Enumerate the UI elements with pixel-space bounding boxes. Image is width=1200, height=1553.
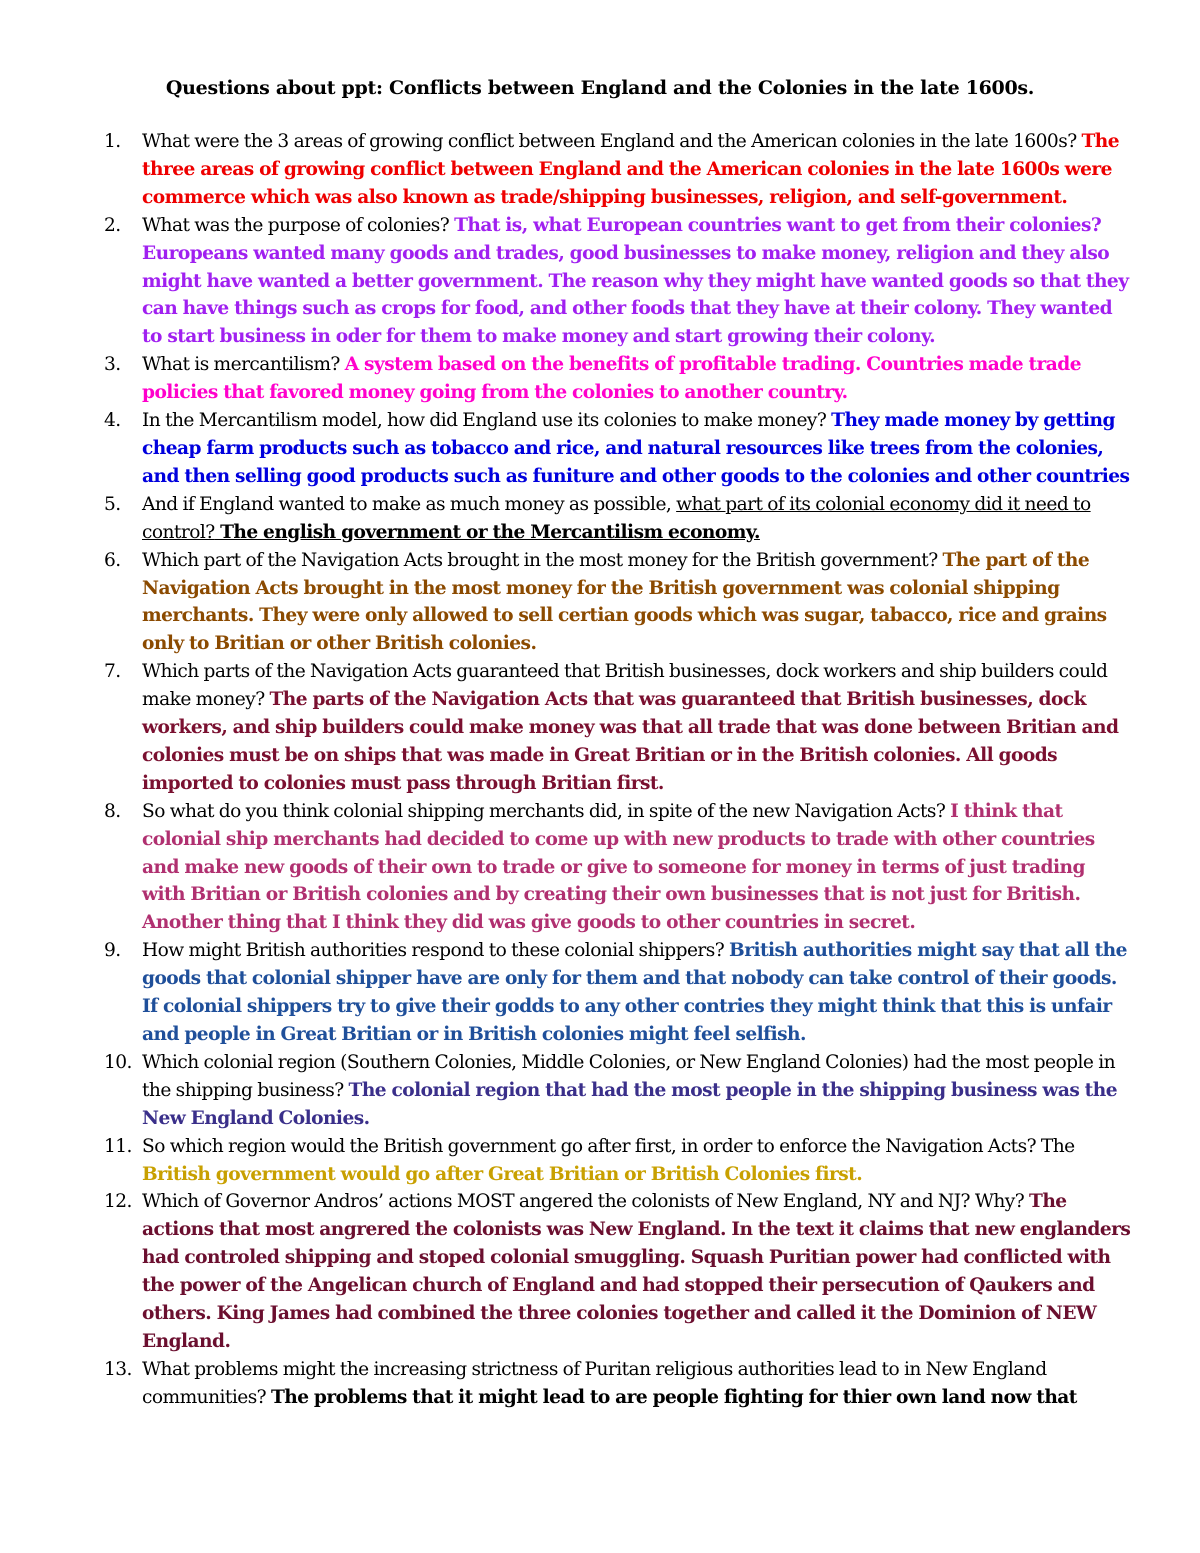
answer-text: They made money by getting cheap farm products such as tobacco and rice, and natural resources like trees from the colonies, and then selling good products such as funiture and other goods to the colonies and other countries: [142, 410, 1130, 487]
question-item-9: [0, 937, 1132, 1049]
question-text: What problems might the increasing strictness of Puritan religious authorities lead to in New England communities?: [142, 1358, 1047, 1408]
question-number: 8.: [104, 800, 121, 822]
answer-text: The colonial region that had the most people in the shipping business was the New England Colonies.: [142, 1079, 1117, 1129]
answer-text: I think that colonial ship merchants had decided to come up with new products to trade with other countries and make new goods of their own to trade or give to someone for money in terms of just trading with Britian or British colonies and by creating their own businesses that is not just for British. Another thing that I think they did was give goods to other countries in secret.: [142, 800, 1095, 934]
question-text: What were the 3 areas of growing conflict between England and the American colonies in the late 1600s?: [142, 131, 1082, 152]
question-item-2: [0, 212, 1132, 352]
answer-text: The actions that most angrered the colonists was New England. In the text it claims that new englanders had controled shipping and stoped colonial smuggling. Squash Puritian power had conflicted with the power of the Angelican church of England and had stopped their persecution of Qaukers and others. King James had combined the three colonies together and called it the Dominion of NEW England.: [142, 1191, 1131, 1352]
question-item-10: [0, 1049, 1132, 1133]
question-number: 13.: [104, 1358, 132, 1380]
answer-text: The part of the Navigation Acts brought in the most money for the British government was colonial shipping merchants. They were only allowed to sell certian goods which was sugar, tabacco, rice and grains only to Britian or other British colonies.: [142, 549, 1107, 655]
question-text: So what do you think colonial shipping merchants did, in spite of the new Navigation Acts?: [142, 800, 951, 822]
question-item-12: [0, 1188, 1132, 1355]
question-item-8: [0, 798, 1132, 938]
answer-text: That is, what European countries want to get from their colonies? Europeans wanted many goods and trades, good businesses to make money, religion and they also might have wanted a better government. The reason why they might have wanted goods so that they can have things such as crops for food, and other foods that they have at their colony. They wanted to start business in oder for them to make money and start growing their colony.: [142, 214, 1129, 348]
answer-text: A system based on the benefits of profitable trading. Countries made trade policies that favored money going from the colonies to another country.: [142, 354, 1081, 404]
question-item-7: [0, 658, 1132, 798]
question-text: So which region would the British government go after first, in order to enforce the Navigation Acts? The: [142, 1135, 1075, 1157]
question-number: 1.: [104, 131, 121, 152]
question-item-13: [0, 1356, 1132, 1412]
question-text: What is mercantilism?: [142, 354, 345, 376]
question-number: 2.: [104, 214, 121, 236]
question-number: 3.: [104, 354, 121, 376]
question-text: How might British authorities respond to these colonial shippers?: [142, 940, 730, 962]
question-item-4: [0, 407, 1132, 491]
answer-text: British government would go after Great Britian or British Colonies first.: [142, 1163, 863, 1185]
question-number: 5.: [104, 493, 121, 515]
question-text: Which colonial region (Southern Colonies, Middle Colonies, or New England Colonies) had the most people in the shipping business?: [142, 1051, 1116, 1101]
question-number: 9.: [104, 940, 121, 962]
answer-text: The parts of the Navigation Acts that was guaranteed that British businesses, dock workers, and ship builders could make money was that all trade that was done between Britian and colonies must be on ships that was made in Great Britian or in the British colonies. All goods imported to colonies must pass through Britian first.: [142, 689, 1119, 794]
question-item-11: [0, 1133, 1132, 1189]
question-number: 11.: [104, 1135, 132, 1157]
answer-text: The three areas of growing conflict between England and the American colonies in the late 1600s were commerce which was also known as trade/shipping businesses, religion, and self-government.: [142, 131, 1120, 208]
question-item-5: [0, 491, 1132, 547]
page-title: Questions about ppt: Conflicts between England and the Colonies in the late 1600s.: [165, 77, 1035, 99]
question-text: Which parts of the Navigation Acts guaranteed that British businesses, dock workers and ship builders could make money?: [142, 661, 1108, 711]
question-text-underlined: what part of its colonial economy did it need to control?: [142, 493, 1091, 543]
answer-text: The english government or the Mercantilism economy.: [214, 521, 760, 543]
question-item-1: [0, 128, 1132, 212]
question-item-6: [0, 547, 1132, 659]
answer-text: British authorities might say that all the goods that colonial shipper have are only for them and that nobody can take control of their goods. If colonial shippers try to give their godds to any other contries they might think that this is unfair and people in Great Britian or in British colonies might feel selfish.: [142, 940, 1127, 1045]
question-list: [0, 128, 1132, 1412]
question-text: And if England wanted to make as much money as possible,: [142, 493, 677, 515]
answer-text: The problems that it might lead to are people fighting for thier own land now that: [270, 1386, 1077, 1408]
question-text: Which of Governor Andros’ actions MOST angered the colonists of New England, NY and NJ? Why?: [142, 1191, 1030, 1213]
question-item-3: [0, 351, 1132, 407]
question-number: 4.: [104, 410, 121, 432]
question-number: 6.: [104, 549, 121, 571]
question-number: 7.: [104, 661, 121, 683]
question-text: Which part of the Navigation Acts brought in the most money for the British government?: [142, 549, 943, 571]
question-number: 10.: [104, 1051, 132, 1073]
question-text: In the Mercantilism model, how did England use its colonies to make money?: [142, 410, 832, 432]
question-number: 12.: [104, 1191, 132, 1213]
question-text: What was the purpose of colonies?: [142, 214, 455, 236]
